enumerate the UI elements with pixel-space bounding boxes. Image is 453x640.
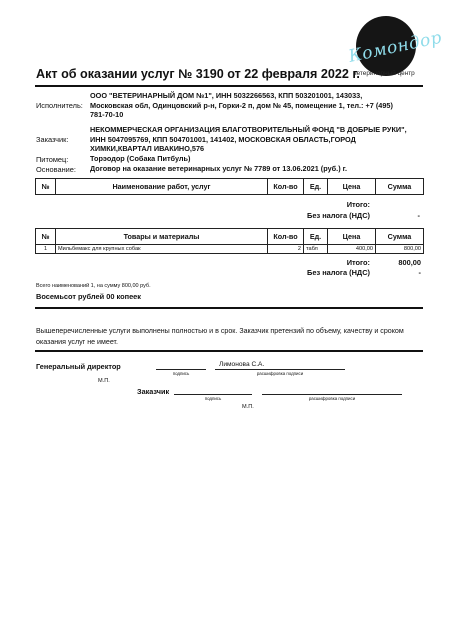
pet-label: Питомец:	[36, 155, 69, 164]
services-table	[35, 178, 424, 195]
completion-statement: Вышеперечисленные услуги выполнены полностью и в срок. Заказчик претензий по объему, качеству и сроком оказания услуг не имеет.	[36, 327, 404, 346]
stamp-mark: М.П.	[98, 378, 110, 384]
row-name: Мильбемакс для крупных собак	[56, 245, 268, 254]
sign-caption: подпись	[172, 371, 190, 376]
stamp-mark: М.П.	[242, 404, 254, 410]
table-row	[36, 245, 424, 254]
summary-count: Всего наименований 1, на сумму 800,00 руб.	[36, 283, 151, 289]
document-title: Акт об оказании услуг № 3190 от 22 февраля 2022 г.	[36, 67, 360, 81]
basis-value: Договор на оказание ветеринарных услуг № 7789 от 13.06.2021 (руб.) г.	[90, 164, 347, 173]
row-sum: 800,00	[376, 245, 424, 254]
customer-label: Заказчик:	[36, 135, 69, 144]
services-total-label: Итого:	[346, 200, 370, 209]
goods-table	[35, 228, 424, 254]
customer-line: ХИМКИ,КВАРТАЛ ИВАКИНО,576	[90, 144, 205, 153]
customer-line: ИНН 5047095769, КПП 504701001, 141402, МОСКОВСКАЯ ОБЛАСТЬ,ГОРОД	[90, 134, 356, 144]
services-header-row	[36, 179, 424, 195]
customer-name-line	[262, 394, 402, 395]
row-price: 400,00	[328, 245, 376, 254]
executor-details	[90, 91, 420, 120]
col-header-num: №	[36, 229, 56, 245]
decode-caption: расшифровка подписи	[308, 396, 356, 401]
row-qty: 2	[268, 245, 304, 254]
col-header-sum: Сумма	[376, 179, 424, 195]
logo-script-text: Комондор	[346, 27, 444, 67]
pet-value: Торэодор (Собака Питбуль)	[90, 154, 191, 163]
col-header-price: Цена	[328, 179, 376, 195]
basis-label: Основание:	[36, 165, 76, 174]
goods-header-row	[36, 229, 424, 245]
customer-line: НЕКОММЕРЧЕСКАЯ ОРГАНИЗАЦИЯ БЛАГОТВОРИТЕЛЬНЫЙ ФОНД "В ДОБРЫЕ РУКИ",	[90, 125, 407, 134]
executor-line: 781-70-10	[90, 110, 124, 119]
col-header-qty: Кол-во	[268, 229, 304, 245]
col-header-unit: Ед.	[304, 229, 328, 245]
goods-vat-label: Без налога (НДС)	[307, 268, 370, 277]
customer-sign-line	[174, 394, 252, 395]
director-sign-line	[156, 369, 206, 370]
services-vat-label: Без налога (НДС)	[307, 211, 370, 220]
executor-line: ООО "ВЕТЕРИНАРНЫЙ ДОМ №1", ИНН 5032266563, КПП 503201001, 143033,	[90, 91, 363, 100]
col-header-price: Цена	[328, 229, 376, 245]
col-header-num: №	[36, 179, 56, 195]
summary-rule	[35, 307, 423, 309]
statement-rule	[35, 350, 423, 352]
services-vat-value: -	[417, 211, 420, 220]
director-name: Лимонова С.А.	[219, 361, 265, 368]
col-header-qty: Кол-во	[268, 179, 304, 195]
goods-total-label: Итого:	[346, 258, 370, 267]
director-label: Генеральный директор	[36, 362, 121, 371]
summary-words: Восемьсот рублей 00 копеек	[36, 292, 141, 301]
col-header-unit: Ед.	[304, 179, 328, 195]
row-unit: табл	[304, 245, 328, 254]
goods-total-value: 800,00	[398, 258, 421, 267]
goods-vat-value: -	[418, 268, 421, 277]
director-name-line	[215, 369, 345, 370]
logo-caption: ветеринарный центр	[353, 70, 415, 77]
customer-details	[90, 125, 420, 154]
title-rule	[35, 85, 423, 87]
row-num: 1	[36, 245, 56, 254]
col-header-goods: Товары и материалы	[56, 229, 268, 245]
decode-caption: расшифровка подписи	[256, 371, 304, 376]
executor-label: Исполнитель:	[36, 101, 83, 110]
col-header-sum: Сумма	[376, 229, 424, 245]
executor-line: Московская обл, Одинцовский р-н, Горки-2 п, дом № 45, помещение 1, тел.: +7 (495)	[90, 100, 393, 110]
col-header-service: Наименование работ, услуг	[56, 179, 268, 195]
customer-sign-label: Заказчик	[137, 387, 170, 396]
sign-caption: подпись	[204, 396, 222, 401]
